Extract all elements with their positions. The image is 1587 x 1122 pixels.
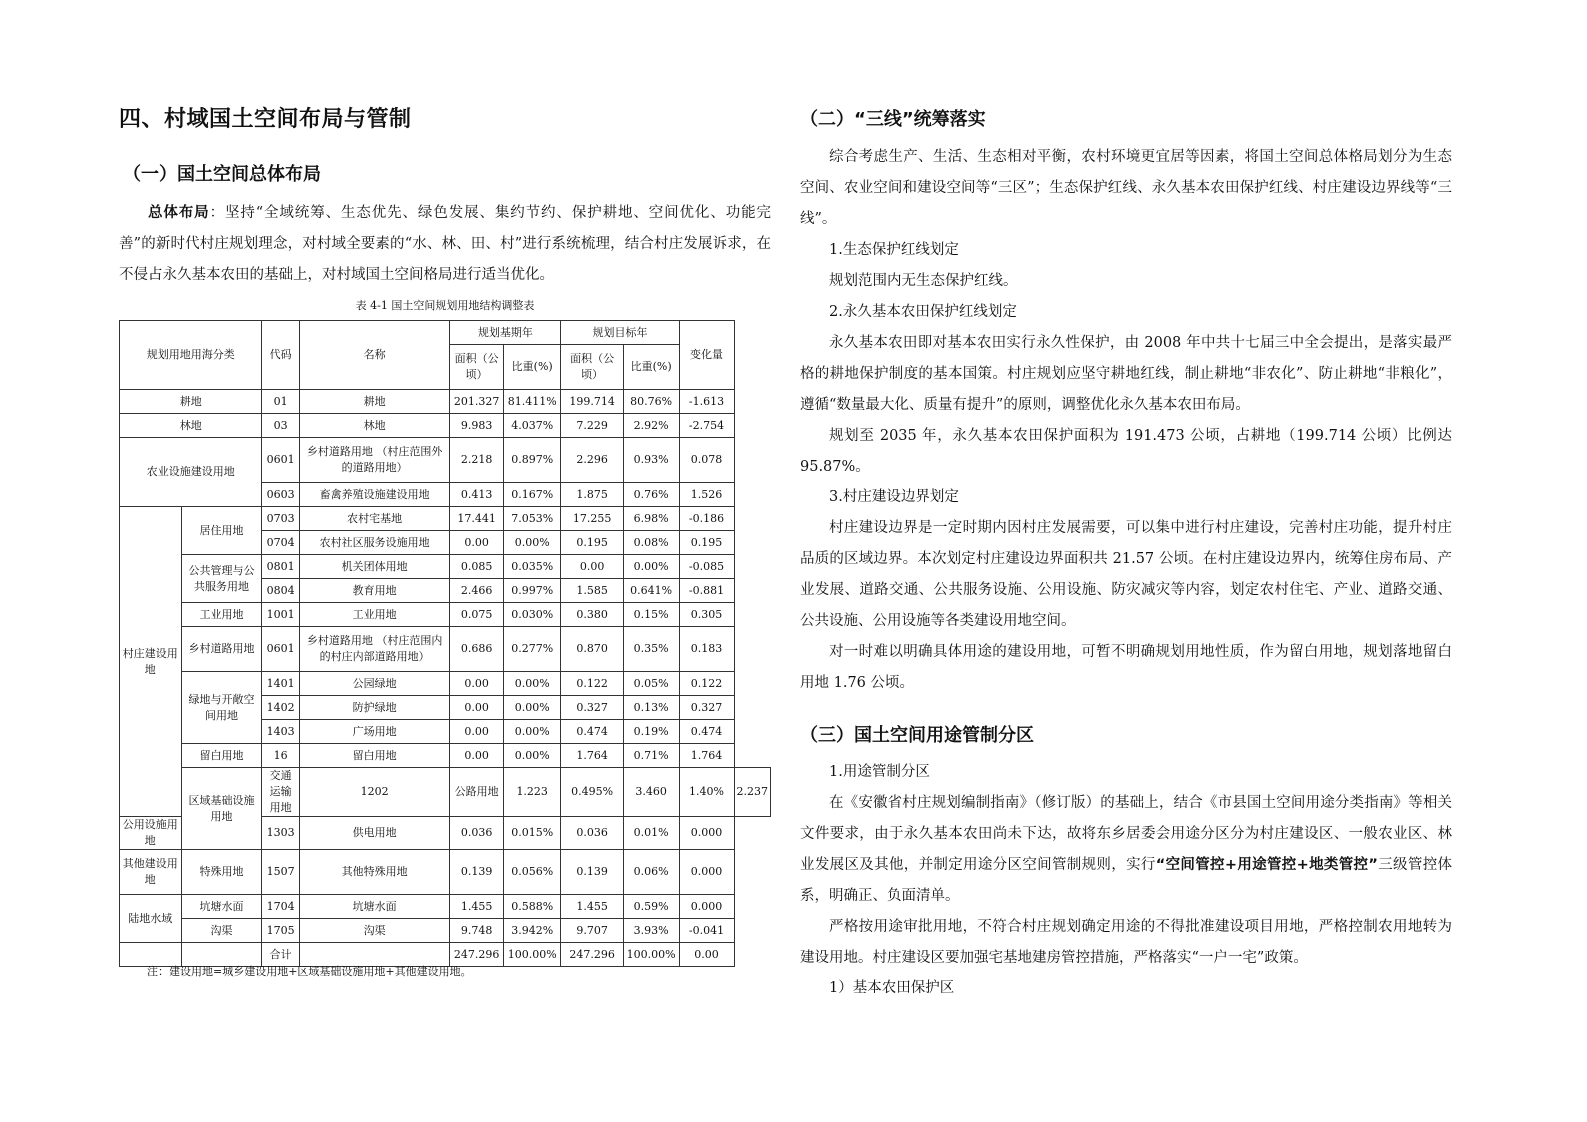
use-zoning-text <box>800 788 1452 912</box>
category-cell: 耕地 <box>120 390 262 414</box>
reserved-land-text: 对一时难以明确具体用途的建设用地，可暂不明确规划用地性质，作为留白用地，规划落地留白用地 1.76 公顷。 <box>800 644 1452 691</box>
change-cell: 0.195 <box>679 531 734 555</box>
subcategory-cell: 公用设施用地 <box>120 817 182 850</box>
subcategory-cell: 沟渠 <box>181 919 262 943</box>
three-lines-intro: 综合考虑生产、生活、生态相对平衡，农村环境更宜居等因素，将国土空间总体格局划分为生态空间、农业空间和建设空间等“三区”；生态保护红线、永久基本农田保护红线、村庄建设边界线等“三线”。 <box>800 149 1452 227</box>
target-area-cell: 0.474 <box>561 720 623 744</box>
land-use-table <box>119 320 771 967</box>
name-cell: 沟渠 <box>299 919 450 943</box>
subcategory-cell: 工业用地 <box>181 603 262 627</box>
target-area-cell: 199.714 <box>561 390 623 414</box>
table-row <box>120 768 771 817</box>
target-area-cell: 0.122 <box>561 672 623 696</box>
name-cell: 畜禽养殖设施建设用地 <box>299 483 450 507</box>
table-row <box>120 850 771 895</box>
change-cell: 1.526 <box>679 483 734 507</box>
base-ratio-cell: 0.897% <box>503 438 561 483</box>
name-cell: 其他特殊用地 <box>299 850 450 895</box>
base-area-cell: 0.00 <box>450 531 504 555</box>
target-ratio-cell: 100.00% <box>623 943 679 967</box>
target-ratio-cell: 0.15% <box>623 603 679 627</box>
subcategory-cell: 坑塘水面 <box>181 895 262 919</box>
paragraph-text: 三级管控体系，明确正、负面清单。 <box>800 857 1453 904</box>
change-cell: 2.237 <box>734 768 771 817</box>
farmland-redline-text: 永久基本农田即对基本农田实行永久性保护，由 2008 年中共十七届三中全会提出，是落实最严格的耕地保护制度的基本国策。村庄规划应坚守耕地红线，制止耕地“非农化”、防止耕地“非粮化”，遵循“数量最大化、质量有提升”的原则，调整优化永久基本农田布局。 <box>800 335 1452 413</box>
subcategory-cell: 绿地与开敞空间用地 <box>181 672 262 744</box>
name-cell: 公园绿地 <box>299 672 450 696</box>
code-cell: 1202 <box>299 768 450 817</box>
table-row <box>120 438 771 483</box>
table-row <box>120 390 771 414</box>
change-cell: 0.183 <box>679 627 734 672</box>
target-ratio-cell: 6.98% <box>623 507 679 531</box>
name-cell: 林地 <box>299 414 450 438</box>
header-category: 规划用地用海分类 <box>120 321 262 390</box>
header-change: 变化量 <box>679 321 734 390</box>
base-area-cell: 2.218 <box>450 438 504 483</box>
control-system-emphasis: “空间管控+用途管控+地类管控” <box>1155 857 1378 873</box>
change-cell: -0.085 <box>679 555 734 579</box>
code-cell: 0601 <box>262 438 299 483</box>
header-base-year: 规划基期年 <box>450 321 561 345</box>
table-row <box>120 919 771 943</box>
base-area-cell: 0.00 <box>450 744 504 768</box>
section-title-2: （二）“三线”统筹落实 <box>800 109 986 130</box>
target-ratio-cell: 0.06% <box>623 850 679 895</box>
code-cell: 0603 <box>262 483 299 507</box>
name-cell: 坑塘水面 <box>299 895 450 919</box>
change-cell: 0.327 <box>679 696 734 720</box>
base-area-cell: 0.686 <box>450 627 504 672</box>
target-ratio-cell: 0.01% <box>623 817 679 850</box>
table-row <box>120 895 771 919</box>
code-cell: 0804 <box>262 579 299 603</box>
category-cell: 区域基础设施用地 <box>181 768 262 850</box>
name-cell: 留白用地 <box>299 744 450 768</box>
subcategory-cell: 居住用地 <box>181 507 262 555</box>
change-cell: 0.000 <box>679 895 734 919</box>
base-ratio-cell: 0.00% <box>503 696 561 720</box>
target-area-cell: 2.296 <box>561 438 623 483</box>
name-cell: 机关团体用地 <box>299 555 450 579</box>
change-cell: 0.078 <box>679 438 734 483</box>
code-cell: 0703 <box>262 507 299 531</box>
category-cell: 农业设施建设用地 <box>120 438 262 507</box>
category-cell: 林地 <box>120 414 262 438</box>
change-cell: 0.122 <box>679 672 734 696</box>
target-ratio-cell: 0.00% <box>623 555 679 579</box>
subheading-farmland-redline: 2.永久基本农田保护红线划定 <box>829 304 1017 320</box>
target-area-cell: 0.036 <box>561 817 623 850</box>
eco-redline-text: 规划范围内无生态保护红线。 <box>829 273 1018 289</box>
header-area: 面积（公顷） <box>450 345 504 390</box>
target-area-cell: 3.460 <box>623 768 679 817</box>
header-target-year: 规划目标年 <box>561 321 679 345</box>
code-cell: 0704 <box>262 531 299 555</box>
target-ratio-cell: 0.05% <box>623 672 679 696</box>
base-ratio-cell: 0.056% <box>503 850 561 895</box>
base-area-cell: 9.748 <box>450 919 504 943</box>
change-cell: -0.186 <box>679 507 734 531</box>
header-ratio: 比重(%) <box>623 345 679 390</box>
code-cell: 1001 <box>262 603 299 627</box>
village-boundary-text: 村庄建设边界是一定时期内因村庄发展需要，可以集中进行村庄建设，完善村庄功能，提升村庄品质的区域边界。本次划定村庄建设边界面积共 21.57 公顷。在村庄建设边界内，统筹住房布局、产业发展、道路交通、公共服务设施、公用设施、防灾减灾等内容，划定农村住宅、产业、道路交通、公共设施、公用设施等各类建设用地空间。 <box>800 520 1452 629</box>
name-cell: 乡村道路用地 （村庄范围外的道路用地） <box>299 438 450 483</box>
table-row <box>120 555 771 579</box>
chapter-title: 四、村域国土空间布局与管制 <box>119 107 412 132</box>
change-cell: 0.474 <box>679 720 734 744</box>
header-name: 名称 <box>299 321 450 390</box>
total-label-cell: 合计 <box>262 943 299 967</box>
change-cell: 1.764 <box>679 744 734 768</box>
base-area-cell: 0.00 <box>450 696 504 720</box>
target-area-cell: 9.707 <box>561 919 623 943</box>
subcategory-cell: 乡村道路用地 <box>181 627 262 672</box>
base-ratio-cell: 0.015% <box>503 817 561 850</box>
base-area-cell: 2.466 <box>450 579 504 603</box>
subheading-eco-redline: 1.生态保护红线划定 <box>829 242 959 258</box>
name-cell: 教育用地 <box>299 579 450 603</box>
header-area: 面积（公顷） <box>561 345 623 390</box>
target-ratio-cell: 0.59% <box>623 895 679 919</box>
change-cell: -0.041 <box>679 919 734 943</box>
base-area-cell: 1.455 <box>450 895 504 919</box>
subcategory-cell: 特殊用地 <box>181 850 262 895</box>
change-cell: -0.881 <box>679 579 734 603</box>
base-ratio-cell: 0.588% <box>503 895 561 919</box>
base-ratio-cell: 0.00% <box>503 720 561 744</box>
base-ratio-cell: 0.00% <box>503 744 561 768</box>
base-ratio-cell: 0.997% <box>503 579 561 603</box>
base-area-cell: 0.085 <box>450 555 504 579</box>
target-area-cell: 7.229 <box>561 414 623 438</box>
base-ratio-cell: 0.00% <box>503 672 561 696</box>
table-row <box>120 672 771 696</box>
target-ratio-cell: 0.76% <box>623 483 679 507</box>
paragraph-text: 在《安徽省村庄规划编制指南》（修订版）的基础上，结合《市县国土空间用途分类指南》等相关文件要求，由于永久基本农田尚未下达，故将东乡居委会用途分区分为村庄建设区、一般农业区、林业发展区及其他，并制定用途分区空间管制规则，实行 <box>800 795 1452 873</box>
base-ratio-cell: 0.035% <box>503 555 561 579</box>
target-area-cell: 247.296 <box>561 943 623 967</box>
base-area-cell: 201.327 <box>450 390 504 414</box>
target-area-cell: 1.875 <box>561 483 623 507</box>
name-cell: 广场用地 <box>299 720 450 744</box>
table-row <box>120 627 771 672</box>
subcategory-cell: 公共管理与公共服务用地 <box>181 555 262 603</box>
code-cell: 1401 <box>262 672 299 696</box>
approval-control-text: 严格按用途审批用地，不符合村庄规划确定用途的不得批准建设项目用地，严格控制农用地转为建设用地。村庄建设区要加强宅基地建房管控措施，严格落实“一户一宅”政策。 <box>800 919 1452 966</box>
category-cell: 其他建设用地 <box>120 850 182 895</box>
table-row <box>120 507 771 531</box>
target-area-cell: 1.764 <box>561 744 623 768</box>
target-area-cell: 1.455 <box>561 895 623 919</box>
name-cell: 工业用地 <box>299 603 450 627</box>
name-cell: 耕地 <box>299 390 450 414</box>
target-ratio-cell: 2.92% <box>623 414 679 438</box>
base-area-cell: 0.075 <box>450 603 504 627</box>
base-area-cell: 9.983 <box>450 414 504 438</box>
name-cell: 供电用地 <box>299 817 450 850</box>
table-row <box>120 744 771 768</box>
section-title-1: （一）国土空间总体布局 <box>123 164 321 185</box>
target-ratio-cell: 3.93% <box>623 919 679 943</box>
base-area-cell: 0.413 <box>450 483 504 507</box>
header-code: 代码 <box>262 321 299 390</box>
base-area-cell: 0.036 <box>450 817 504 850</box>
base-ratio-cell: 0.00% <box>503 531 561 555</box>
header-ratio: 比重(%) <box>503 345 561 390</box>
category-cell: 陆地水域 <box>120 895 182 943</box>
table-caption: 表 4-1 国土空间规划用地结构调整表 <box>355 299 535 312</box>
paragraph-text: ：坚持“全域统筹、生态优先、绿色发展、集约节约、保护耕地、空间优化、功能完善”的新时代村庄规划理念，对村域全要素的“水、林、田、村”进行系统梳理，结合村庄发展诉求，在不侵占永久基本农田的基础上，对村域国土空间格局进行适当优化。 <box>119 205 771 283</box>
target-ratio-cell: 0.19% <box>623 720 679 744</box>
target-ratio-cell: 0.71% <box>623 744 679 768</box>
base-ratio-cell: 0.495% <box>561 768 623 817</box>
change-cell: -2.754 <box>679 414 734 438</box>
base-ratio-cell: 81.411% <box>503 390 561 414</box>
target-ratio-cell: 1.40% <box>679 768 734 817</box>
name-cell: 农村社区服务设施用地 <box>299 531 450 555</box>
base-ratio-cell: 0.030% <box>503 603 561 627</box>
base-ratio-cell: 100.00% <box>503 943 561 967</box>
target-area-cell: 0.327 <box>561 696 623 720</box>
code-cell: 16 <box>262 744 299 768</box>
change-cell: 0.000 <box>679 850 734 895</box>
overall-layout-paragraph <box>119 198 771 291</box>
section-title-3: （三）国土空间用途管制分区 <box>800 725 1034 746</box>
subheading-village-boundary: 3.村庄建设边界划定 <box>829 489 959 505</box>
table-row <box>120 414 771 438</box>
farmland-area-text: 规划至 2035 年，永久基本农田保护面积为 191.473 公顷，占耕地（199.714 公顷）比例达 95.87%。 <box>800 428 1452 475</box>
change-cell: 0.000 <box>679 817 734 850</box>
code-cell: 1303 <box>262 817 299 850</box>
code-cell: 1705 <box>262 919 299 943</box>
target-area-cell: 17.255 <box>561 507 623 531</box>
base-area-cell: 0.00 <box>450 720 504 744</box>
target-area-cell: 0.00 <box>561 555 623 579</box>
base-ratio-cell: 7.053% <box>503 507 561 531</box>
base-area-cell: 247.296 <box>450 943 504 967</box>
code-cell: 1402 <box>262 696 299 720</box>
target-ratio-cell: 0.93% <box>623 438 679 483</box>
change-cell: 0.305 <box>679 603 734 627</box>
change-cell: 0.00 <box>679 943 734 967</box>
code-cell: 1403 <box>262 720 299 744</box>
base-ratio-cell: 4.037% <box>503 414 561 438</box>
target-area-cell: 0.139 <box>561 850 623 895</box>
base-area-cell: 0.00 <box>450 672 504 696</box>
base-ratio-cell: 0.167% <box>503 483 561 507</box>
code-cell: 03 <box>262 414 299 438</box>
target-area-cell: 0.870 <box>561 627 623 672</box>
target-area-cell: 1.585 <box>561 579 623 603</box>
subheading-basic-farmland-zone: 1）基本农田保护区 <box>829 980 955 996</box>
code-cell: 01 <box>262 390 299 414</box>
base-area-cell: 17.441 <box>450 507 504 531</box>
base-ratio-cell: 0.277% <box>503 627 561 672</box>
name-cell: 农村宅基地 <box>299 507 450 531</box>
table-row <box>120 603 771 627</box>
target-area-cell: 0.195 <box>561 531 623 555</box>
name-cell: 公路用地 <box>450 768 504 817</box>
change-cell: -1.613 <box>679 390 734 414</box>
target-ratio-cell: 0.641% <box>623 579 679 603</box>
subcategory-cell: 留白用地 <box>181 744 262 768</box>
code-cell: 1507 <box>262 850 299 895</box>
target-ratio-cell: 0.13% <box>623 696 679 720</box>
name-cell: 乡村道路用地 （村庄范围内的村庄内部道路用地） <box>299 627 450 672</box>
target-ratio-cell: 80.76% <box>623 390 679 414</box>
code-cell: 0801 <box>262 555 299 579</box>
base-ratio-cell: 3.942% <box>503 919 561 943</box>
subcategory-cell: 交通运输用地 <box>262 768 299 817</box>
base-area-cell: 0.139 <box>450 850 504 895</box>
code-cell: 0601 <box>262 627 299 672</box>
target-area-cell: 0.380 <box>561 603 623 627</box>
base-area-cell: 1.223 <box>503 768 561 817</box>
target-ratio-cell: 0.35% <box>623 627 679 672</box>
subheading-use-zoning: 1.用途管制分区 <box>829 764 930 780</box>
lead-term: 总体布局 <box>148 205 210 221</box>
category-cell: 村庄建设用地 <box>120 507 182 817</box>
table-note: 注：建设用地=城乡建设用地+区域基础设施用地+其他建设用地。 <box>147 965 472 978</box>
code-cell: 1704 <box>262 895 299 919</box>
target-ratio-cell: 0.08% <box>623 531 679 555</box>
name-cell: 防护绿地 <box>299 696 450 720</box>
